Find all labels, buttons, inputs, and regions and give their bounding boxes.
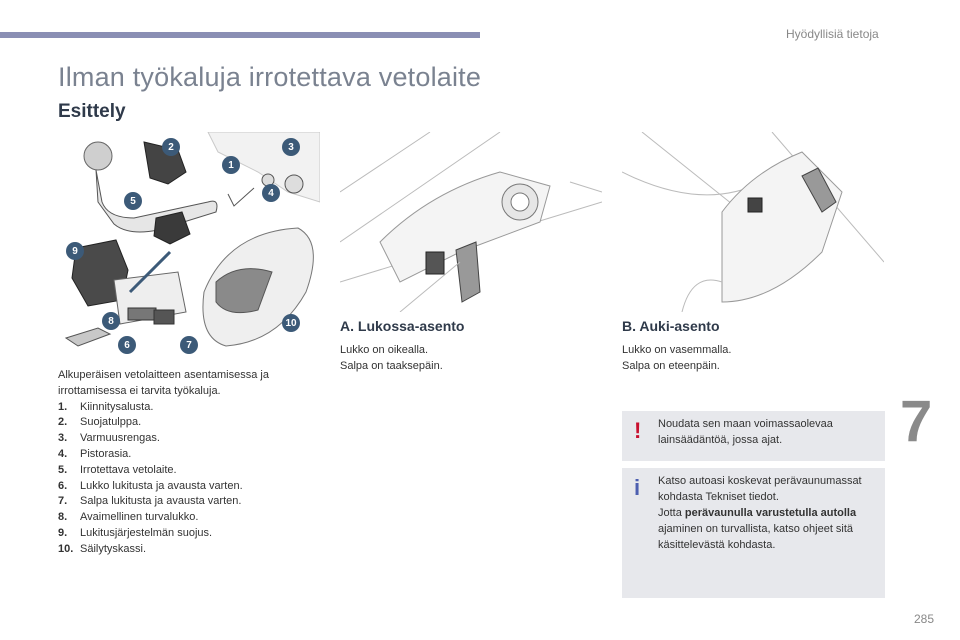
- legend-item-num: 3.: [58, 432, 68, 445]
- legend-item: [58, 400, 320, 416]
- unlocked-position-drawing: [622, 132, 884, 312]
- legend-item: [58, 447, 320, 463]
- legend-item: [58, 415, 320, 431]
- legend-item-text: Suojatulppa.: [80, 416, 142, 429]
- callout-9: 9: [66, 242, 84, 260]
- info-icon: i: [634, 475, 641, 500]
- legend-item-text: Avaimellinen turvalukko.: [80, 511, 199, 524]
- warning-text: Noudata sen maan voimassaolevaa lainsäädäntöä, jossa ajat.: [658, 418, 833, 446]
- legend-item: [58, 494, 320, 510]
- callout-7: 7: [180, 336, 198, 354]
- callout-1: 1: [222, 156, 240, 174]
- locked-position-text: [340, 342, 443, 374]
- legend-item-text: Lukitusjärjestelmän suojus.: [80, 526, 213, 539]
- info-text-2-prefix: Jotta: [658, 507, 685, 519]
- legend-item: [58, 510, 320, 526]
- callout-4: 4: [262, 184, 280, 202]
- unlocked-line-2: Salpa on eteenpäin.: [622, 360, 720, 372]
- legend-item-text: Säilytyskassi.: [80, 542, 147, 555]
- legend-item-text: Irrotettava vetolaite.: [80, 463, 177, 476]
- legend-item-text: Kiinnitysalusta.: [80, 400, 154, 413]
- info-text-1: Katso autoasi koskevat perävaunumassat kohdasta Tekniset tiedot.: [658, 475, 862, 503]
- tow-bar-parts-drawing: [58, 132, 320, 356]
- callout-10: 10: [282, 314, 300, 332]
- locked-position-illustration: [340, 132, 602, 312]
- callout-6: 6: [118, 336, 136, 354]
- callout-2: 2: [162, 138, 180, 156]
- legend-item-num: 9.: [58, 526, 68, 539]
- page-title: Ilman työkaluja irrotettava vetolaite: [58, 62, 482, 92]
- warning-note: [622, 411, 885, 461]
- page-number: 285: [914, 612, 935, 626]
- callout-8: 8: [102, 312, 120, 330]
- header-accent-bar: [0, 32, 480, 38]
- legend-item: [58, 526, 320, 542]
- legend-item-num: 4.: [58, 447, 68, 460]
- unlocked-position-text: [622, 342, 731, 374]
- legend-item-num: 8.: [58, 511, 68, 524]
- parts-legend: [58, 368, 320, 558]
- chapter-number: 7: [900, 389, 933, 454]
- info-text-2-suffix: ajaminen on turvallista, katso ohjeet sitä käsittelevästä kohdasta.: [658, 523, 854, 551]
- callout-5: 5: [124, 192, 142, 210]
- locked-position-drawing: [340, 132, 602, 312]
- legend-item-num: 10.: [58, 542, 74, 555]
- unlocked-line-1: Lukko on vasemmalla.: [622, 344, 732, 356]
- unlocked-position-illustration: [622, 132, 884, 312]
- legend-item-text: Pistorasia.: [80, 447, 132, 460]
- warning-exclamation-icon: !: [634, 418, 642, 443]
- locked-line-2: Salpa on taaksepäin.: [340, 360, 443, 372]
- legend-item-num: 1.: [58, 400, 68, 413]
- legend-item-text: Salpa lukitusta ja avausta varten.: [80, 495, 242, 508]
- legend-item: [58, 463, 320, 479]
- legend-item-num: 6.: [58, 479, 68, 492]
- legend-item-num: 2.: [58, 416, 68, 429]
- info-note: [622, 468, 885, 598]
- legend-item-text: Varmuusrengas.: [80, 432, 160, 445]
- locked-position-title: A. Lukossa-asento: [340, 318, 465, 334]
- section-label: Hyödyllisiä tietoja: [786, 27, 879, 41]
- callout-3: 3: [282, 138, 300, 156]
- legend-intro: Alkuperäisen vetolaitteen asentamisessa ja irrottamisessa ei tarvita työkaluja.: [58, 369, 269, 397]
- info-text-2: [658, 505, 877, 553]
- legend-item: [58, 431, 320, 447]
- legend-item: [58, 479, 320, 495]
- unlocked-position-title: B. Auki-asento: [622, 318, 720, 334]
- section-subtitle: Esittely: [58, 101, 126, 122]
- legend-item-num: 5.: [58, 463, 68, 476]
- tow-bar-parts-illustration: [58, 132, 320, 356]
- locked-line-1: Lukko on oikealla.: [340, 344, 429, 356]
- legend-item: [58, 542, 320, 558]
- info-text-2-bold: perävaunulla varustetulla autolla: [684, 507, 857, 519]
- legend-item-num: 7.: [58, 495, 68, 508]
- legend-item-text: Lukko lukitusta ja avausta varten.: [80, 479, 243, 492]
